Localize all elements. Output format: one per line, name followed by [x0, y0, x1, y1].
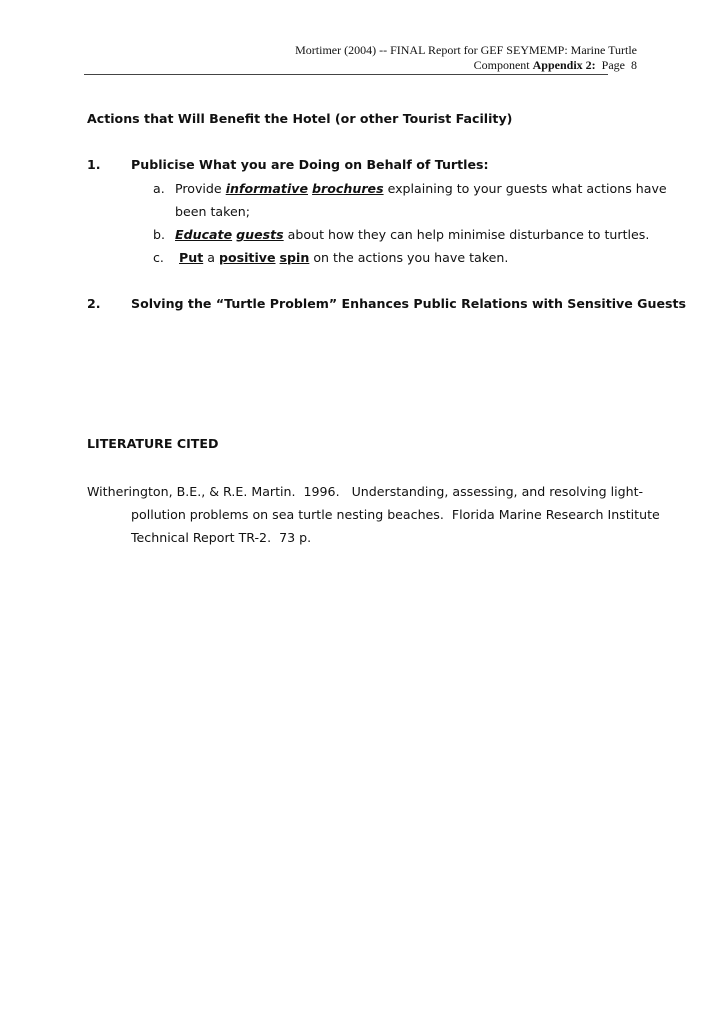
item-2-number: 2. [87, 296, 101, 311]
subitem-a-part-5: explaining to your guests what actions have [383, 181, 667, 196]
citation-line-3: Technical Report TR-2. 73 p. [131, 530, 312, 545]
header-line-1: Mortimer (2004) -- FINAL Report for GEF SEYMEMP: Marine Turtle [295, 43, 637, 57]
header-page: Page 8 [595, 57, 637, 72]
emphasis-positive: positive [218, 250, 276, 265]
section-title: Actions that Will Benefit the Hotel (or other Tourist Facility) [87, 111, 513, 126]
subitem-a-letter: a. [153, 181, 165, 196]
item-1-title: Publicise What you are Doing on Behalf of Turtles: [131, 157, 489, 172]
subitem-c-part-6: on the actions you have taken. [309, 250, 509, 265]
emphasis-informative: informative [225, 181, 309, 196]
item-1-number: 1. [87, 157, 101, 172]
header-appendix: Appendix 2: [532, 57, 596, 72]
literature-heading: LITERATURE CITED [87, 436, 219, 451]
emphasis-educate: Educate [175, 227, 233, 242]
subitem-a-text [175, 181, 667, 196]
header-prefix: Component [473, 57, 533, 72]
subitem-c-letter: c. [153, 250, 164, 265]
subitem-a-part-1: Provide [175, 181, 226, 196]
emphasis-brochures: brochures [312, 181, 384, 196]
item-2-title: Solving the “Turtle Problem” Enhances Public Relations with Sensitive Guests [131, 296, 687, 311]
emphasis-guests: guests [236, 227, 284, 242]
page-header [295, 43, 637, 72]
subitem-b-text [175, 227, 649, 242]
subitem-a-continuation: been taken; [175, 204, 250, 219]
header-line-2 [295, 58, 637, 73]
citation-line-2: pollution problems on sea turtle nesting beaches. Florida Marine Research Institute [131, 507, 660, 522]
emphasis-spin: spin [279, 250, 310, 265]
emphasis-put: Put [179, 250, 204, 265]
subitem-b-part-4: about how they can help minimise disturbance to turtles. [283, 227, 650, 242]
subitem-c-text [179, 250, 508, 265]
citation-line-1: Witherington, B.E., & R.E. Martin. 1996. Understanding, assessing, and resolving light- [87, 484, 644, 499]
subitem-c-part-2: a [203, 250, 219, 265]
header-divider [84, 74, 608, 75]
subitem-b-letter: b. [153, 227, 165, 242]
